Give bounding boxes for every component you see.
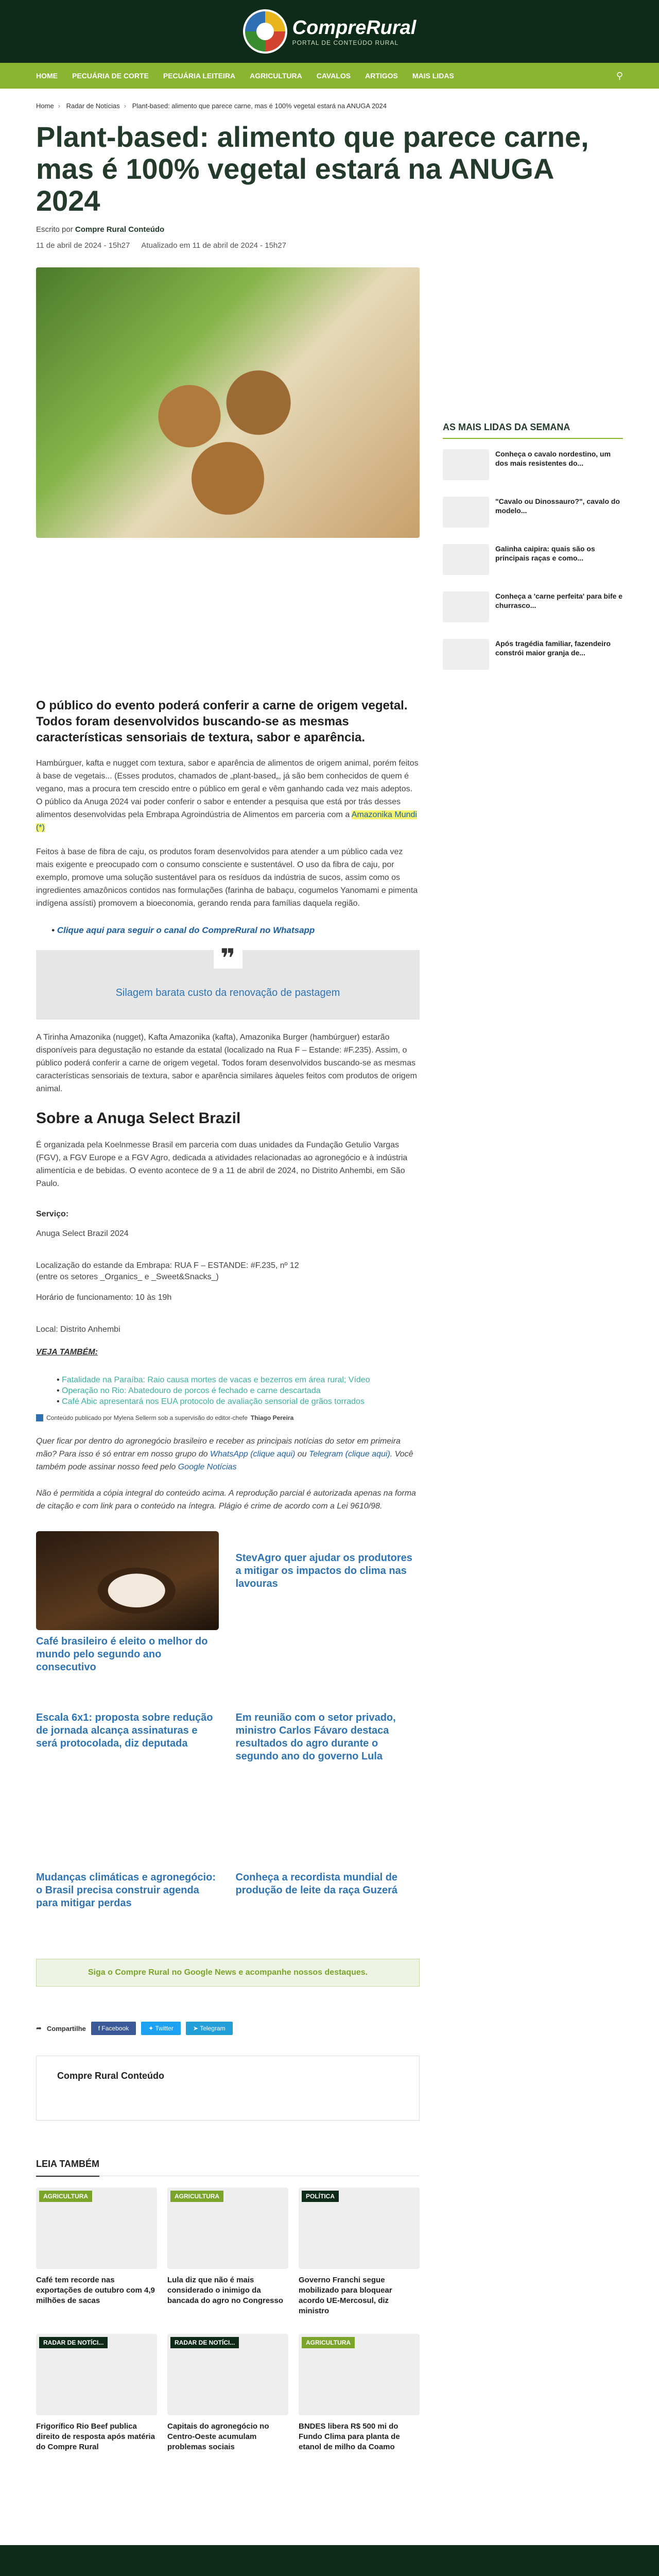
leia-item-title[interactable]: Governo Franchi segue mobilizado para bloquear acordo UE-Mercosul, diz ministro: [299, 2276, 392, 2315]
nav-item-artigos[interactable]: ARTIGOS: [365, 72, 398, 80]
facebook-share-button[interactable]: [91, 2022, 136, 2035]
paragraph: [36, 757, 420, 834]
leia-item-title[interactable]: BNDES libera R$ 500 mi do Fundo Clima para planta de etanol de milho da Coamo: [299, 2422, 400, 2451]
nav-item-agricultura[interactable]: AGRICULTURA: [250, 72, 302, 80]
related-card-title[interactable]: Conheça a recordista mundial de produção de leite da raça Guzerá: [235, 1872, 398, 1896]
nav-item-mais-lidas[interactable]: MAIS LIDAS: [412, 72, 454, 80]
article-dates: [36, 241, 623, 250]
share-icon: ➦: [36, 2024, 42, 2032]
editor-name: Thiago Pereira: [250, 1414, 294, 1421]
most-read-title[interactable]: Galinha caipira: quais são os principais raças e como...: [495, 545, 595, 562]
category-badge[interactable]: RADAR DE NOTÍCI...: [170, 2337, 239, 2348]
share-bar: [36, 2022, 420, 2035]
leia-tambem-grid: [36, 2188, 420, 2452]
leia-item-thumbnail[interactable]: [167, 2188, 288, 2269]
related-card[interactable]: [36, 1691, 220, 1851]
sidebar: [443, 267, 623, 2452]
service-location-sectors: (entre os setores _Organics_ e _Sweet&Snacks_): [36, 1273, 219, 1281]
follow-note-text: Quer ficar por dentro do agronegócio brasileiro e receber as principais notícias do setor em primeira mão? Para isso é só entrar em nosso grupo do: [36, 1437, 401, 1459]
veja-tambem-link[interactable]: • Café Abic apresentará nos EUA protocolo de avaliação sensorial de grãos torrados: [57, 1396, 420, 1407]
published-date: 11 de abril de 2024 - 15h27: [36, 241, 130, 250]
category-badge[interactable]: RADAR DE NOTÍCI...: [39, 2337, 108, 2348]
breadcrumb: Home › Radar de Notícias › Plant-based: alimento que parece carne, mas é 100% vegetal estará na ANUGA 2024: [36, 102, 387, 110]
most-read-thumbnail[interactable]: [443, 639, 489, 670]
site-header: [0, 0, 659, 63]
leia-item[interactable]: [167, 2334, 288, 2452]
facebook-share-label: Facebook: [101, 2025, 129, 2032]
leia-item[interactable]: [36, 2334, 157, 2452]
most-read-item[interactable]: [443, 449, 623, 480]
leia-item-thumbnail[interactable]: [299, 2188, 420, 2269]
author-name[interactable]: Compre Rural Conteúdo: [75, 225, 165, 234]
breadcrumb-radar[interactable]: Radar de Notícias: [66, 102, 120, 110]
leia-item-thumbnail[interactable]: [36, 2334, 157, 2415]
google-news-link[interactable]: Google Notícias: [178, 1463, 237, 1471]
related-card-title[interactable]: Em reunião com o setor privado, ministro Carlos Fávaro destaca resultados do agro durante o segundo ano do governo Lula: [235, 1712, 396, 1762]
most-read-item[interactable]: [443, 544, 623, 575]
related-card[interactable]: [236, 1531, 420, 1691]
most-read-title[interactable]: Conheça o cavalo nordestino, um dos mais resistentes do...: [495, 450, 611, 467]
telegram-icon: ➤: [193, 2025, 200, 2032]
breadcrumb-home[interactable]: Home: [36, 102, 54, 110]
telegram-share-label: Telegram: [200, 2025, 226, 2032]
related-card-title[interactable]: Café brasileiro é eleito o melhor do mundo pelo segundo ano consecutivo: [36, 1636, 208, 1673]
breadcrumb-current: Plant-based: alimento que parece carne, mas é 100% vegetal estará na ANUGA 2024: [132, 102, 387, 110]
updated-date: Atualizado em 11 de abril de 2024 - 15h27: [141, 241, 286, 250]
site-logo[interactable]: [243, 9, 417, 54]
leia-item-title[interactable]: Capitais do agronegócio no Centro-Oeste acumulam problemas sociais: [167, 2422, 269, 2451]
most-read-title[interactable]: "Cavalo ou Dinossauro?", cavalo do modelo...: [495, 497, 620, 515]
category-badge[interactable]: AGRICULTURA: [302, 2337, 355, 2348]
category-badge[interactable]: AGRICULTURA: [39, 2191, 92, 2202]
follow-note-end: . Você também pode assinar nosso feed pelo: [36, 1450, 413, 1471]
google-news-banner[interactable]: Siga o Compre Rural no Google News e acompanhe nossos destaques.: [36, 1959, 420, 1987]
search-icon[interactable]: ⚲: [616, 70, 623, 81]
nav-item-pecuaria-corte[interactable]: PECUÁRIA DE CORTE: [72, 72, 149, 80]
leia-item-title[interactable]: Frigorífico Rio Beef publica direito de resposta após matéria do Compre Rural: [36, 2422, 155, 2451]
related-card[interactable]: [236, 1691, 420, 1851]
most-read-item[interactable]: [443, 497, 623, 528]
category-badge[interactable]: POLÍTICA: [302, 2191, 339, 2202]
most-read-title[interactable]: Após tragédia familiar, fazendeiro constrói maior granja de...: [495, 639, 611, 657]
leia-item-thumbnail[interactable]: [36, 2188, 157, 2269]
most-read-heading: AS MAIS LIDAS DA SEMANA: [443, 422, 623, 439]
leia-tambem-heading: LEIA TAMBÉM: [36, 2159, 99, 2177]
veja-tambem-link[interactable]: • Operação no Rio: Abatedouro de porcos é fechado e carne descartada: [57, 1385, 420, 1396]
most-read-thumbnail[interactable]: [443, 497, 489, 528]
service-place: Local: Distrito Anhembi: [36, 1325, 120, 1334]
share-label: Compartilhe: [46, 2024, 86, 2032]
copyright-note: Não é permitida a cópia integral do conteúdo acima. A reprodução parcial é autorizada apenas na forma de citação e com link para o conteúdo na íntegra. Plágio é crime de acordo com a Lei 9610/98.: [36, 1489, 416, 1511]
nav-item-pecuaria-leiteira[interactable]: PECUÁRIA LEITEIRA: [163, 72, 236, 80]
brand-tagline: PORTAL DE CONTEÚDO RURAL: [292, 39, 399, 46]
leia-item[interactable]: [299, 2334, 420, 2452]
paragraph-text: Hambúrguer, kafta e nugget com textura, sabor e aparência de alimentos de origem animal, porém feitos à base de vegetais... (Esses produtos, chamados de „plant-based„, já são bem conhecidos de quem é vegano, mas a procura tem crescido entre o público em geral e vêm ganhando cada vez mais adeptos. O público da Anuga 2024 vai poder conferir o sabor e entender a pesquisa que está por trás desses alimentos desenvolvidas pela Embrapa Agroindústria de Alimentos em parceria com a: [36, 759, 419, 819]
most-read-item[interactable]: [443, 639, 623, 670]
related-card-title[interactable]: Escala 6x1: proposta sobre redução de jornada alcança assinaturas e será protocolada, diz deputada: [36, 1712, 213, 1749]
page-title: Plant-based: alimento que parece carne, mas é 100% vegetal estará na ANUGA 2024: [36, 121, 589, 217]
leia-item-thumbnail[interactable]: [299, 2334, 420, 2415]
section-heading: Sobre a Anuga Select Brazil: [36, 1110, 241, 1127]
paragraph: Feitos à base de fibra de caju, os produtos foram desenvolvidos para atender a um público cada vez mais exigente e preocupado com o consumo consciente e sustentável. O uso da fibra de caju, por exemplo, promove uma solução sustentável para os resíduos da indústria de sucos, assim como os ingredientes amazônicos contidos nas formulações (farinha de babaçu, cogumelos Yanomami e pimenta indígena assísti) promovem a bioeconomia, gerando renda para famílias daquela região.: [36, 848, 418, 908]
leia-item[interactable]: [36, 2188, 157, 2316]
service-label: Serviço:: [36, 1210, 69, 1218]
related-card[interactable]: [236, 1851, 420, 1938]
telegram-share-button[interactable]: [186, 2022, 233, 2035]
most-read-list: [443, 449, 623, 670]
leia-item-title[interactable]: Lula diz que não é mais considerado o inimigo da bancada do agro no Congresso: [167, 2276, 284, 2305]
related-quote-box[interactable]: [36, 944, 420, 1020]
related-card[interactable]: [36, 1531, 220, 1691]
author-box: [36, 2056, 420, 2121]
veja-tambem-label: VEJA TAMBÉM:: [36, 1348, 98, 1357]
leia-item[interactable]: [167, 2188, 288, 2316]
twitter-share-label: Twitter: [155, 2025, 174, 2032]
service-name: Anuga Select Brazil 2024: [36, 1229, 129, 1238]
telegram-group-link[interactable]: Telegram (clique aqui): [309, 1450, 390, 1459]
byline: [36, 225, 623, 234]
follow-note: [36, 1435, 420, 1473]
author-box-name[interactable]: Compre Rural Conteúdo: [57, 2071, 165, 2081]
veja-tambem-link[interactable]: • Fatalidade na Paraíba: Raio causa mortes de vacas e bezerros em área rural; Vídeo: [57, 1375, 420, 1385]
amazonika-link[interactable]: Amazonika Mundi (*): [36, 810, 417, 832]
twitter-icon: ✦: [148, 2025, 155, 2032]
follow-note-or: ou: [297, 1450, 307, 1459]
service-location-line: Localização do estande da Embrapa: RUA F – ESTANDE: #F.235, nº 12: [36, 1261, 299, 1270]
service-location: [36, 1260, 420, 1283]
twitter-share-button[interactable]: [141, 2022, 181, 2035]
byline-prefix: Escrito por: [36, 225, 73, 234]
nav-item-cavalos[interactable]: CAVALOS: [316, 72, 351, 80]
article-body: [36, 267, 420, 2452]
veja-tambem-list: [57, 1375, 420, 1407]
brand-name: CompreRural: [292, 16, 417, 39]
related-card-title[interactable]: StevAgro quer ajudar os produtores a mitigar os impactos do clima nas lavouras: [235, 1552, 412, 1589]
most-read-thumbnail[interactable]: [443, 591, 489, 622]
hero-image: [36, 267, 420, 538]
related-card-title[interactable]: Mudanças climáticas e agronegócio: o Brasil precisa construir agenda para mitigar perdas: [36, 1872, 216, 1909]
editor-note: [36, 1414, 420, 1421]
paragraph: É organizada pela Koelnmesse Brasil em parceria com duas unidades da Fundação Getulio Vargas (FGV), a FGV Europe e a FGV Agro, dedicada a atividades relacionadas ao agronegócio e à indústria alimentícia e de bebidas. O evento acontece de 9 a 11 de abril de 2024, no Distrito Anhembi, em São Paulo.: [36, 1141, 408, 1188]
logo-icon: [243, 9, 287, 54]
main-nav: [0, 63, 659, 89]
whatsapp-channel-link[interactable]: • Clique aqui para seguir o canal do CompreRural no Whatsapp: [51, 925, 420, 936]
service-hours: Horário de funcionamento: 10 às 19h: [36, 1293, 172, 1302]
category-badge[interactable]: AGRICULTURA: [170, 2191, 223, 2202]
whatsapp-group-link[interactable]: WhatsApp (clique aqui): [210, 1450, 296, 1459]
leia-item-title[interactable]: Café tem recorde nas exportações de outubro com 4,9 milhões de sacas: [36, 2276, 155, 2305]
facebook-icon: f: [98, 2025, 102, 2032]
paragraph: A Tirinha Amazonika (nugget), Kafta Amazonika (kafta), Amazonika Burger (hambúrguer) estarão disponíveis para degustação no estande da estatal (localizado na Rua F – Estande: #F.235). Assim, o público poderá conferir a carne de origem vegetal. Todos foram desenvolvidos buscando-se as mesmas características sensoriais de textura, sabor e aparência similares àqueles feitos com produtos de origem animal.: [36, 1033, 417, 1093]
quote-text[interactable]: Silagem barata custo da renovação de pastagem: [115, 987, 340, 998]
most-read-thumbnail[interactable]: [443, 544, 489, 575]
leia-item-thumbnail[interactable]: [167, 2334, 288, 2415]
leia-item[interactable]: [299, 2188, 420, 2316]
nav-item-home[interactable]: HOME: [36, 72, 58, 80]
editor-note-text: Conteúdo publicado por Mylena Sellerm sob a supervisão do editor-chefe: [46, 1414, 248, 1421]
info-icon: [36, 1414, 43, 1421]
most-read-item[interactable]: [443, 591, 623, 622]
related-card-image[interactable]: [36, 1531, 219, 1630]
related-card[interactable]: [36, 1851, 220, 1938]
related-articles: [36, 1531, 420, 1938]
site-footer: [0, 2545, 659, 2576]
article-lead: O público do evento poderá conferir a carne de origem vegetal. Todos foram desenvolvidos buscando-se as mesmas características sensoriais de textura, sabor e aparência.: [36, 699, 408, 744]
quote-icon: ❞: [214, 948, 242, 969]
most-read-thumbnail[interactable]: [443, 449, 489, 480]
most-read-title[interactable]: Conheça a 'carne perfeita' para bife e churrasco...: [495, 592, 623, 609]
